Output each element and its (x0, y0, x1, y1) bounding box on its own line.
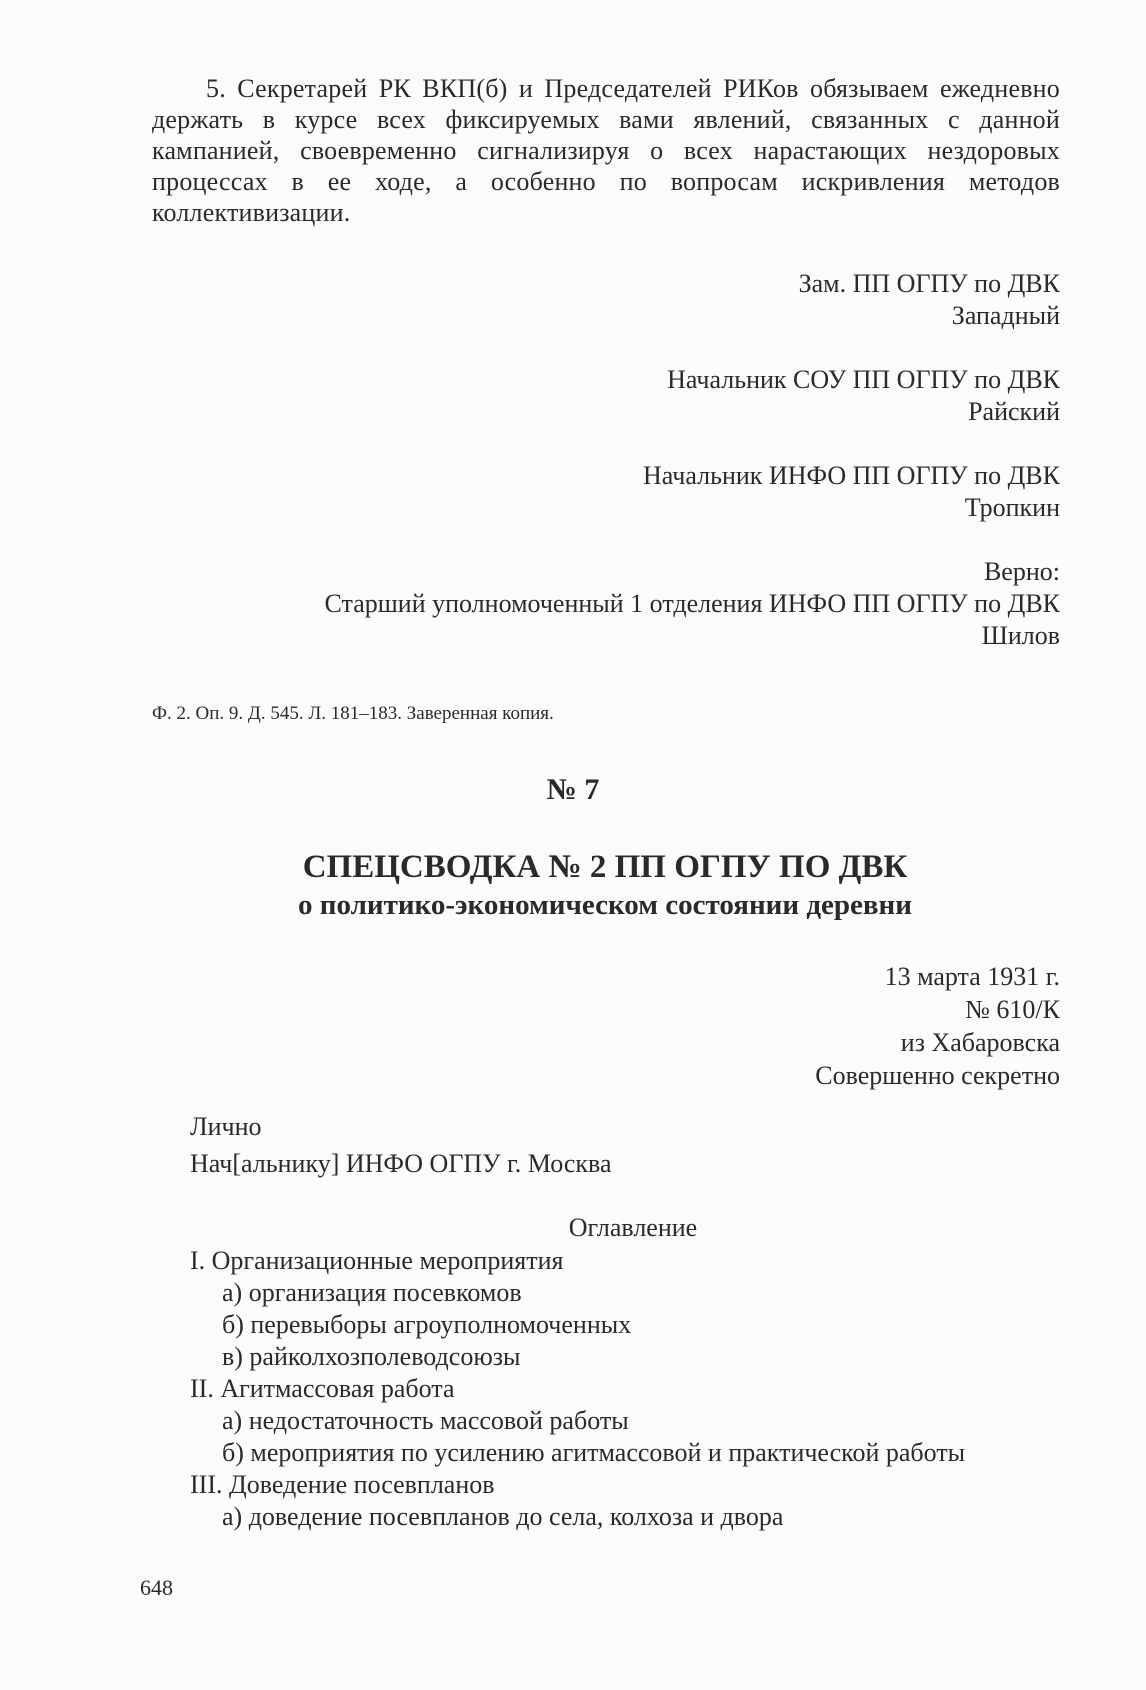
document-meta (815, 960, 1060, 1092)
signature-name: Райский (968, 397, 1060, 426)
document-title: СПЕЦСВОДКА № 2 ПП ОГПУ ПО ДВК (302, 849, 908, 885)
signature-block-2 (667, 364, 1060, 428)
signature-name: Тропкин (964, 493, 1060, 522)
signature-position: Зам. ПП ОГПУ по ДВК (798, 269, 1060, 298)
toc-item: а) организация посевкомов (222, 1278, 522, 1307)
certification-label: Верно: (983, 557, 1060, 586)
certification-position: Старший уполномоченный 1 отделения ИНФО ПП ОГПУ по ДВК (324, 589, 1060, 618)
page-number: 648 (140, 1575, 173, 1600)
toc-item: в) райколхозполеводсоюзы (222, 1342, 521, 1371)
certification-block (325, 556, 1060, 652)
toc-item: II. Агитмассовая работа (190, 1374, 455, 1403)
addressee-line-1: Лично (190, 1112, 262, 1141)
signature-position: Начальник СОУ ПП ОГПУ по ДВК (667, 365, 1060, 394)
toc-item: а) недостаточность массовой работы (222, 1406, 629, 1435)
addressee-line-2: Нач[альнику] ИНФО ОГПУ г. Москва (190, 1149, 612, 1178)
signature-block-3 (643, 460, 1060, 524)
document-subtitle: о политико-экономическом состоянии деревни (298, 889, 912, 921)
classification-mark: Совершенно секретно (815, 1061, 1060, 1090)
signature-position: Начальник ИНФО ПП ОГПУ по ДВК (643, 461, 1060, 490)
signature-name: Западный (951, 301, 1060, 330)
signature-block-1 (799, 268, 1060, 332)
document-number: № 7 (546, 773, 600, 806)
addressee-block (190, 1108, 612, 1182)
toc-heading: Оглавление (568, 1213, 698, 1242)
registration-number: № 610/К (965, 995, 1060, 1024)
archive-source-note: Ф. 2. Оп. 9. Д. 545. Л. 181–183. Заверенная копия. (152, 703, 554, 724)
table-of-contents (190, 1245, 965, 1533)
body-paragraph: 5. Секретарей РК ВКП(б) и Председателей РИКов обязываем ежедневно держать в курсе всех фиксируемых вами явлений, связанных с данной кампанией, своевременно сигнализируя о всех нарастающих нездоровых процессах в ее ходе, а особенно по вопросам искривления методов коллективизации. (152, 74, 1060, 227)
toc-item: III. Доведение посевпланов (190, 1470, 495, 1499)
document-origin: из Хабаровска (900, 1028, 1060, 1057)
toc-item: I. Организационные мероприятия (190, 1246, 564, 1275)
toc-item: а) доведение посевпланов до села, колхоза и двора (222, 1502, 784, 1531)
toc-item: б) мероприятия по усилению агитмассовой и практической работы (222, 1438, 966, 1467)
document-date: 13 марта 1931 г. (884, 962, 1060, 991)
certification-name: Шилов (981, 621, 1060, 650)
toc-item: б) перевыборы агроуполномоченных (222, 1310, 632, 1339)
